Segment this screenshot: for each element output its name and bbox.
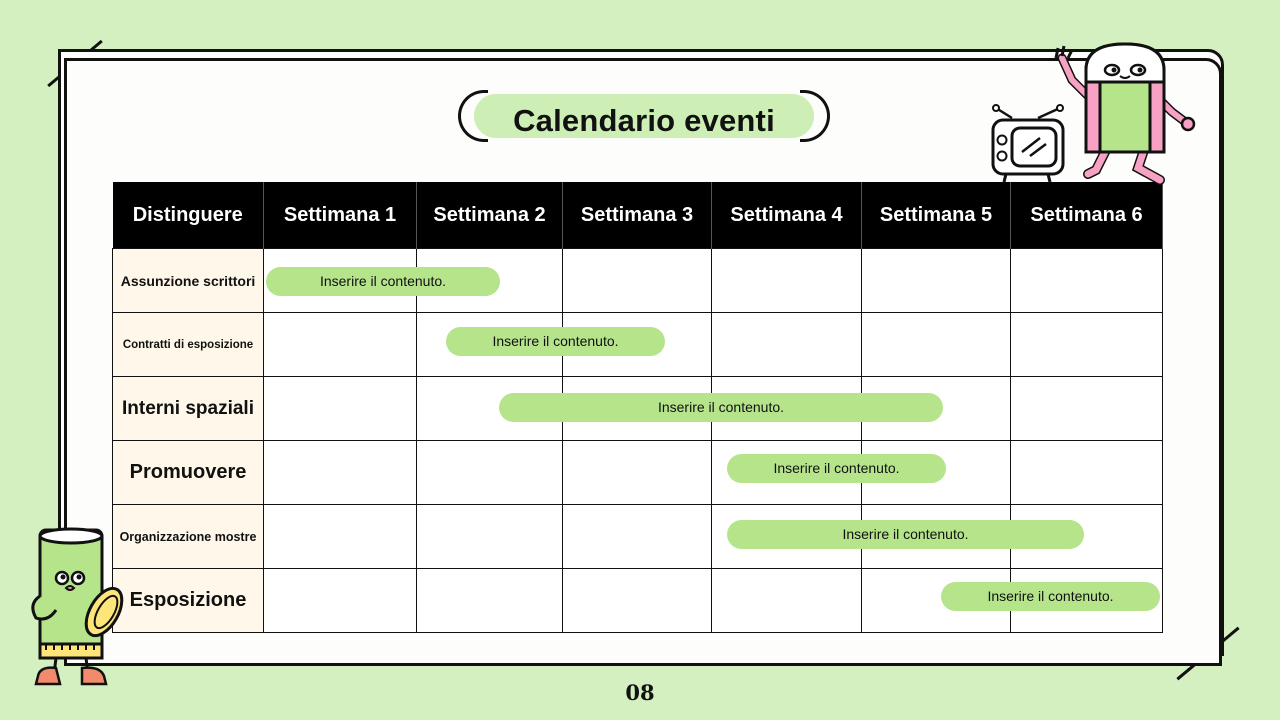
row-label: Assunzione scrittori	[113, 249, 264, 313]
row-label: Esposizione	[113, 569, 264, 633]
corner-header: Distinguere	[113, 182, 264, 249]
table-row	[113, 441, 1163, 505]
timeline-bar[interactable]: Inserire il contenuto.	[727, 520, 1084, 549]
week-header: Settimana 3	[563, 182, 712, 249]
week-header: Settimana 2	[417, 182, 563, 249]
row-label: Promuovere	[113, 441, 264, 505]
timeline-bar[interactable]: Inserire il contenuto.	[266, 267, 500, 296]
week-header: Settimana 6	[1011, 182, 1163, 249]
row-label: Organizzazione mostre	[113, 505, 264, 569]
timeline-bar[interactable]: Inserire il contenuto.	[727, 454, 946, 483]
cup-character	[26, 526, 136, 692]
timeline-bar[interactable]: Inserire il contenuto.	[941, 582, 1160, 611]
week-header: Settimana 4	[712, 182, 862, 249]
header-row	[113, 182, 1163, 249]
timeline-bar[interactable]: Inserire il contenuto.	[499, 393, 943, 422]
row-label: Contratti di esposizione	[113, 313, 264, 377]
row-label: Interni spaziali	[113, 377, 264, 441]
timeline-bar[interactable]: Inserire il contenuto.	[446, 327, 665, 356]
title-pill	[458, 90, 830, 142]
page-number: 08	[625, 680, 655, 705]
week-header: Settimana 5	[862, 182, 1011, 249]
week-header: Settimana 1	[264, 182, 417, 249]
mascot-character	[1048, 40, 1198, 190]
page-title: Calendario eventi	[513, 103, 775, 138]
